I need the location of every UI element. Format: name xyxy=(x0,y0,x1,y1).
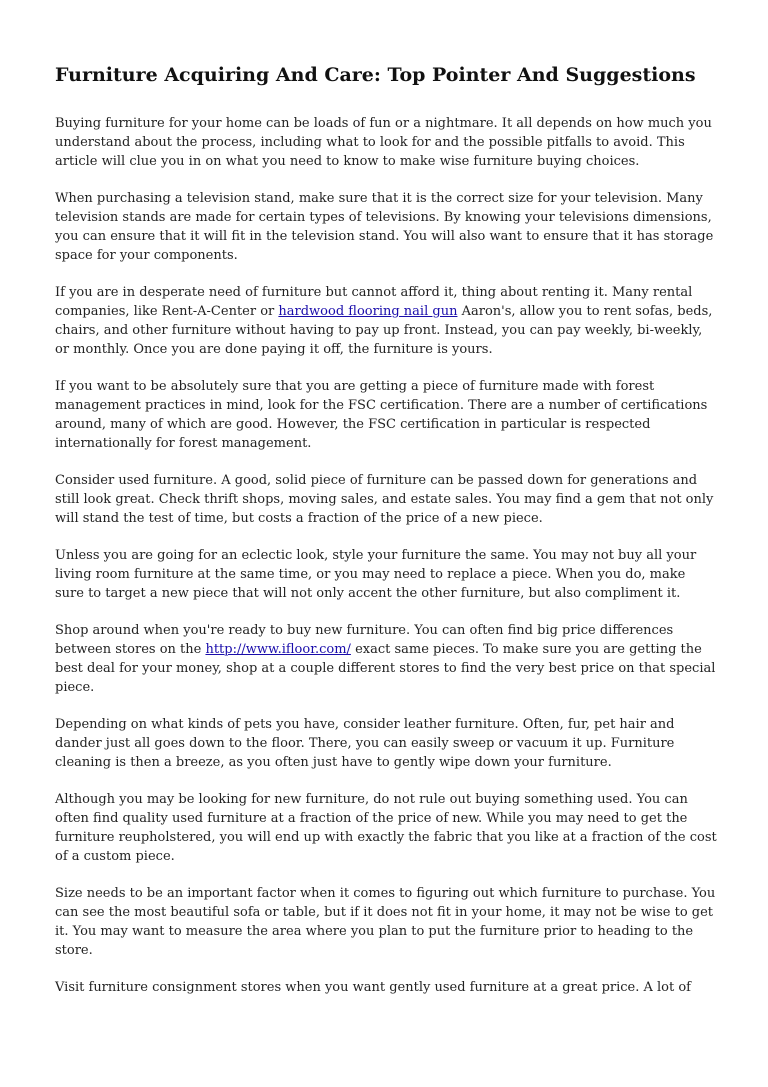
paragraph-6: Unless you are going for an eclectic look, style your furniture the same. You may not buy all your living room furniture at the same time, or you may need to replace a piece. When you do, make sure to target a new piece that will not only accent the other furniture, but also compliment it. xyxy=(55,548,697,601)
paragraph-9: Although you may be looking for new furniture, do not rule out buying something used. You can often find quality used furniture at a fraction of the price of new. While you may need to get the furniture reupholstered, you will end up with exactly the fabric that you like at a fraction of the cost of a custom piece. xyxy=(55,792,717,864)
page-title: Furniture Acquiring And Care: Top Pointer And Suggestions xyxy=(55,64,696,86)
ifloor-link[interactable]: http://www.ifloor.com/ xyxy=(205,642,351,657)
paragraph-11: Visit furniture consignment stores when you want gently used furniture at a great price. A lot of xyxy=(55,980,691,995)
paragraph-2: When purchasing a television stand, make sure that it is the correct size for your television. Many television stands are made for certain types of televisions. By knowing your televisions dimensions, you can ensure that it will fit in the television stand. You will also want to ensure that it has storage space for your components. xyxy=(55,191,714,263)
paragraph-1: Buying furniture for your home can be loads of fun or a nightmare. It all depends on how much you understand about the process, including what to look for and the possible pitfalls to avoid. This article will clue you in on what you need to know to make wise furniture buying choices. xyxy=(55,116,712,169)
paragraph-7 xyxy=(55,621,717,697)
article xyxy=(55,62,717,1015)
paragraph-3 xyxy=(55,283,717,359)
paragraph-3-text-after: Aaron's, allow you to rent sofas, beds, chairs, and other furniture without having to pay up front. Instead, you can pay weekly, bi-weekly, or monthly. Once you are done paying it off, the furniture is yours. xyxy=(55,304,713,357)
paragraph-7-text-before: Shop around when you're ready to buy new furniture. You can often find big price differences between stores on the xyxy=(55,623,674,657)
hardwood-flooring-link[interactable]: hardwood flooring nail gun xyxy=(278,304,458,319)
paragraph-3-text-before: If you are in desperate need of furniture but cannot afford it, thing about renting it. Many rental companies, like Rent-A-Center or xyxy=(55,285,693,319)
paragraph-7-text-after: exact same pieces. To make sure you are getting the best deal for your money, shop at a couple different stores to find the very best price on that special piece. xyxy=(55,642,716,695)
paragraph-8: Depending on what kinds of pets you have, consider leather furniture. Often, fur, pet hair and dander just all goes down to the floor. There, you can easily sweep or vacuum it up. Furniture cleaning is then a breeze, as you often just have to gently wipe down your furniture. xyxy=(55,717,675,770)
paragraph-10: Size needs to be an important factor when it comes to figuring out which furniture to purchase. You can see the most beautiful sofa or table, but if it does not fit in your home, it may not be wise to get it. You may want to measure the area where you plan to put the furniture prior to heading to the store. xyxy=(55,886,716,958)
paragraph-4: If you want to be absolutely sure that you are getting a piece of furniture made with forest management practices in mind, look for the FSC certification. There are a number of certifications around, many of which are good. However, the FSC certification in particular is respected internationally for forest management. xyxy=(55,379,708,451)
paragraph-5: Consider used furniture. A good, solid piece of furniture can be passed down for generations and still look great. Check thrift shops, moving sales, and estate sales. You may find a gem that not only will stand the test of time, but costs a fraction of the price of a new piece. xyxy=(55,473,714,526)
